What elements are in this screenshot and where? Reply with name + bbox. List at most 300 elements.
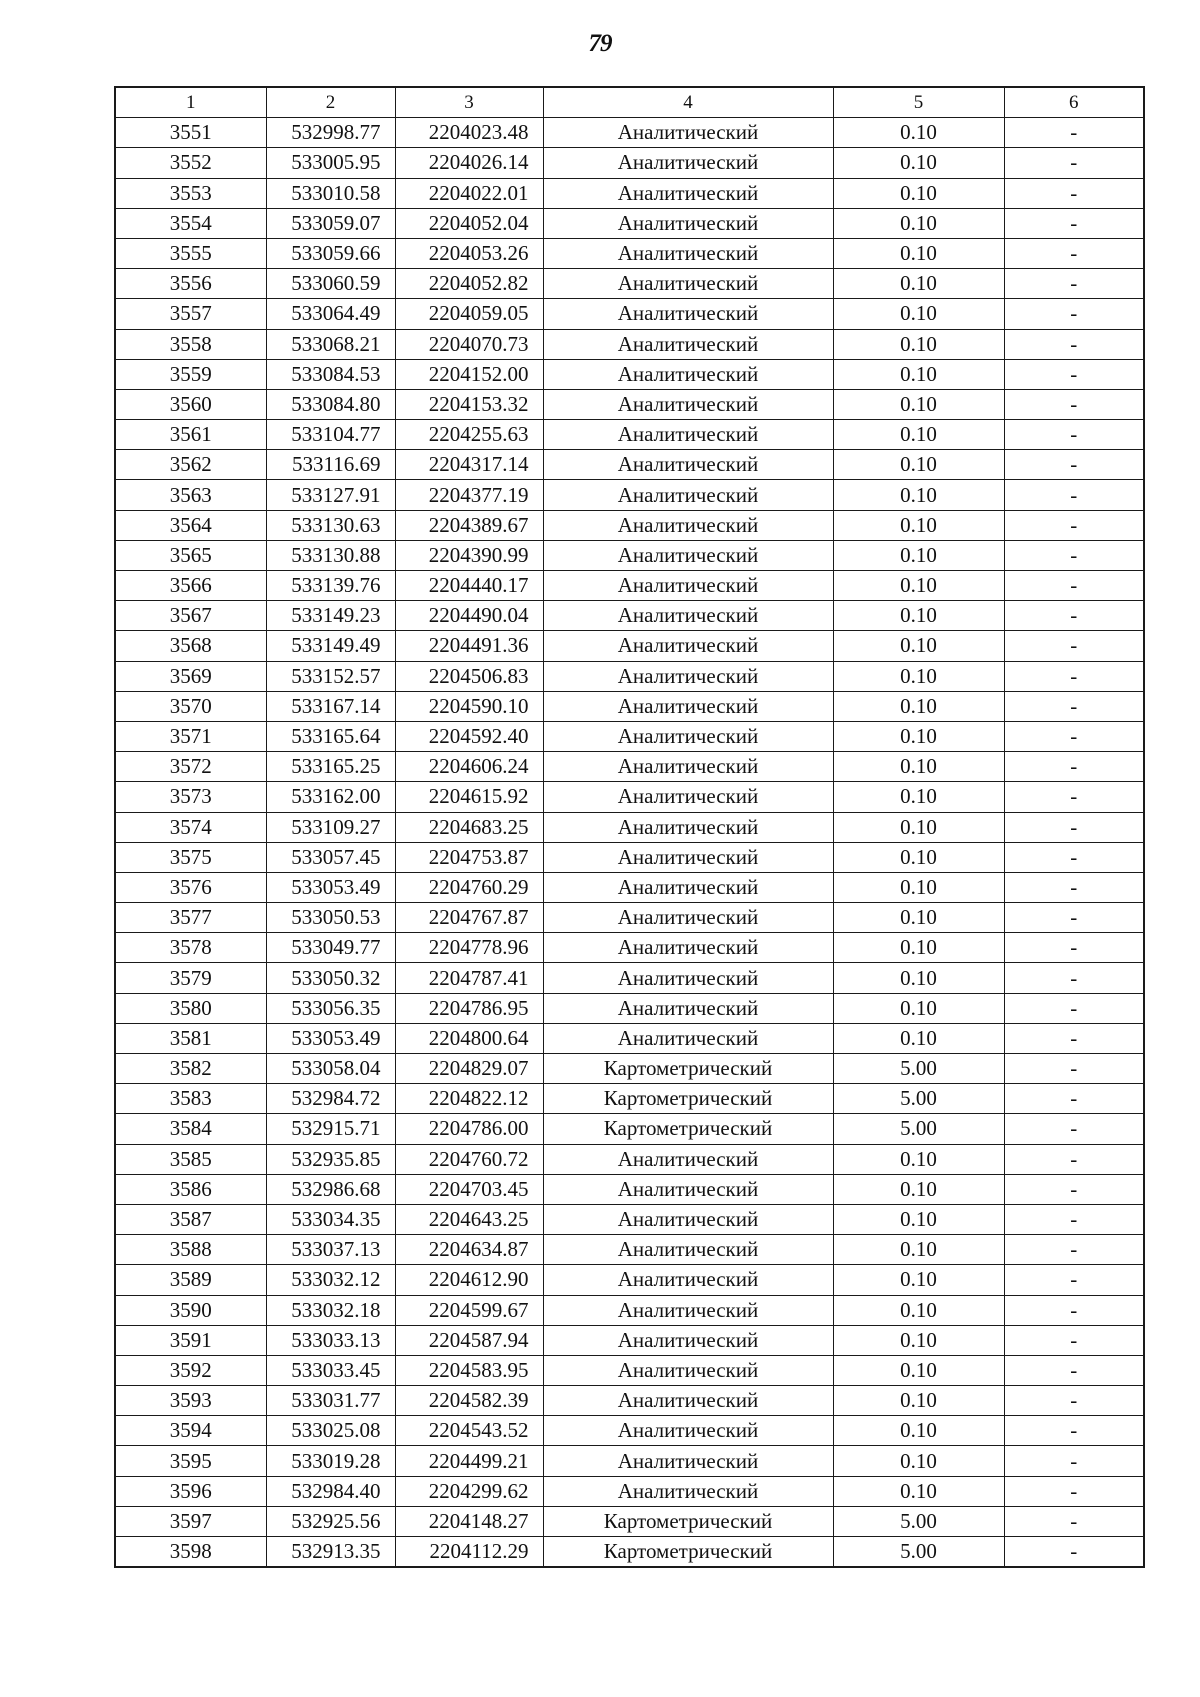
table-row: [115, 661, 1144, 691]
note-cell: -: [1004, 299, 1144, 329]
x-coordinate-cell: 533084.80: [266, 389, 395, 419]
x-coordinate-cell: 533149.23: [266, 601, 395, 631]
table-row: [115, 1084, 1144, 1114]
note-cell: -: [1004, 269, 1144, 299]
table-row: [115, 812, 1144, 842]
point-number-cell: 3572: [115, 752, 266, 782]
table-body: [115, 118, 1144, 1568]
note-cell: -: [1004, 1355, 1144, 1385]
note-cell: -: [1004, 1023, 1144, 1053]
table-row: [115, 389, 1144, 419]
method-cell: Аналитический: [543, 389, 833, 419]
y-coordinate-cell: 2204377.19: [395, 480, 543, 510]
x-coordinate-cell: 533084.53: [266, 359, 395, 389]
accuracy-cell: 0.10: [833, 178, 1004, 208]
table-row: [115, 691, 1144, 721]
point-number-cell: 3577: [115, 903, 266, 933]
note-cell: -: [1004, 993, 1144, 1023]
point-number-cell: 3579: [115, 963, 266, 993]
accuracy-cell: 0.10: [833, 389, 1004, 419]
table-row: [115, 782, 1144, 812]
point-number-cell: 3558: [115, 329, 266, 359]
coordinates-table: [114, 86, 1145, 1568]
x-coordinate-cell: 533056.35: [266, 993, 395, 1023]
note-cell: -: [1004, 571, 1144, 601]
accuracy-cell: 0.10: [833, 1386, 1004, 1416]
accuracy-cell: 0.10: [833, 1355, 1004, 1385]
x-coordinate-cell: 532915.71: [266, 1114, 395, 1144]
x-coordinate-cell: 533032.12: [266, 1265, 395, 1295]
y-coordinate-cell: 2204829.07: [395, 1054, 543, 1084]
accuracy-cell: 0.10: [833, 1204, 1004, 1234]
table-row: [115, 963, 1144, 993]
table-row: [115, 1295, 1144, 1325]
table-row: [115, 178, 1144, 208]
y-coordinate-cell: 2204590.10: [395, 691, 543, 721]
method-cell: Аналитический: [543, 782, 833, 812]
method-cell: Аналитический: [543, 540, 833, 570]
accuracy-cell: 0.10: [833, 752, 1004, 782]
y-coordinate-cell: 2204760.29: [395, 872, 543, 902]
x-coordinate-cell: 533057.45: [266, 842, 395, 872]
y-coordinate-cell: 2204389.67: [395, 510, 543, 540]
method-cell: Аналитический: [543, 1174, 833, 1204]
x-coordinate-cell: 533031.77: [266, 1386, 395, 1416]
x-coordinate-cell: 533049.77: [266, 933, 395, 963]
note-cell: -: [1004, 601, 1144, 631]
point-number-cell: 3595: [115, 1446, 266, 1476]
note-cell: -: [1004, 721, 1144, 751]
y-coordinate-cell: 2204112.29: [395, 1537, 543, 1568]
y-coordinate-cell: 2204592.40: [395, 721, 543, 751]
method-cell: Аналитический: [543, 1446, 833, 1476]
y-coordinate-cell: 2204299.62: [395, 1476, 543, 1506]
method-cell: Аналитический: [543, 269, 833, 299]
x-coordinate-cell: 533068.21: [266, 329, 395, 359]
accuracy-cell: 5.00: [833, 1114, 1004, 1144]
method-cell: Аналитический: [543, 571, 833, 601]
table-row: [115, 1537, 1144, 1568]
accuracy-cell: 0.10: [833, 1144, 1004, 1174]
point-number-cell: 3568: [115, 631, 266, 661]
note-cell: -: [1004, 148, 1144, 178]
method-cell: Аналитический: [543, 1204, 833, 1234]
y-coordinate-cell: 2204582.39: [395, 1386, 543, 1416]
accuracy-cell: 0.10: [833, 148, 1004, 178]
table-row: [115, 993, 1144, 1023]
method-cell: Аналитический: [543, 963, 833, 993]
point-number-cell: 3591: [115, 1325, 266, 1355]
table-row: [115, 1054, 1144, 1084]
accuracy-cell: 0.10: [833, 359, 1004, 389]
note-cell: -: [1004, 1446, 1144, 1476]
header-row: [115, 87, 1144, 118]
y-coordinate-cell: 2204767.87: [395, 903, 543, 933]
note-cell: -: [1004, 812, 1144, 842]
table-row: [115, 1114, 1144, 1144]
x-coordinate-cell: 533064.49: [266, 299, 395, 329]
accuracy-cell: 0.10: [833, 631, 1004, 661]
accuracy-cell: 0.10: [833, 601, 1004, 631]
x-coordinate-cell: 533034.35: [266, 1204, 395, 1234]
point-number-cell: 3581: [115, 1023, 266, 1053]
note-cell: -: [1004, 1054, 1144, 1084]
table-row: [115, 933, 1144, 963]
y-coordinate-cell: 2204634.87: [395, 1235, 543, 1265]
table-row: [115, 631, 1144, 661]
accuracy-cell: 5.00: [833, 1084, 1004, 1114]
y-coordinate-cell: 2204152.00: [395, 359, 543, 389]
point-number-cell: 3551: [115, 118, 266, 148]
point-number-cell: 3566: [115, 571, 266, 601]
table-row: [115, 269, 1144, 299]
x-coordinate-cell: 533165.64: [266, 721, 395, 751]
x-coordinate-cell: 533139.76: [266, 571, 395, 601]
y-coordinate-cell: 2204390.99: [395, 540, 543, 570]
point-number-cell: 3598: [115, 1537, 266, 1568]
note-cell: -: [1004, 389, 1144, 419]
x-coordinate-cell: 533033.45: [266, 1355, 395, 1385]
point-number-cell: 3552: [115, 148, 266, 178]
y-coordinate-cell: 2204615.92: [395, 782, 543, 812]
accuracy-cell: 5.00: [833, 1537, 1004, 1568]
table-row: [115, 601, 1144, 631]
y-coordinate-cell: 2204506.83: [395, 661, 543, 691]
accuracy-cell: 0.10: [833, 450, 1004, 480]
accuracy-cell: 0.10: [833, 420, 1004, 450]
method-cell: Аналитический: [543, 812, 833, 842]
table-row: [115, 1174, 1144, 1204]
method-cell: Аналитический: [543, 1476, 833, 1506]
y-coordinate-cell: 2204587.94: [395, 1325, 543, 1355]
x-coordinate-cell: 533053.49: [266, 872, 395, 902]
table-row: [115, 359, 1144, 389]
x-coordinate-cell: 533130.88: [266, 540, 395, 570]
note-cell: -: [1004, 450, 1144, 480]
method-cell: Картометрический: [543, 1537, 833, 1568]
table-row: [115, 1204, 1144, 1234]
method-cell: Аналитический: [543, 933, 833, 963]
table-row: [115, 842, 1144, 872]
point-number-cell: 3567: [115, 601, 266, 631]
y-coordinate-cell: 2204786.00: [395, 1114, 543, 1144]
table-row: [115, 903, 1144, 933]
y-coordinate-cell: 2204599.67: [395, 1295, 543, 1325]
note-cell: -: [1004, 872, 1144, 902]
method-cell: Аналитический: [543, 903, 833, 933]
accuracy-cell: 0.10: [833, 299, 1004, 329]
x-coordinate-cell: 533050.32: [266, 963, 395, 993]
y-coordinate-cell: 2204753.87: [395, 842, 543, 872]
y-coordinate-cell: 2204606.24: [395, 752, 543, 782]
note-cell: -: [1004, 782, 1144, 812]
accuracy-cell: 0.10: [833, 1265, 1004, 1295]
y-coordinate-cell: 2204683.25: [395, 812, 543, 842]
note-cell: -: [1004, 1537, 1144, 1568]
x-coordinate-cell: 532935.85: [266, 1144, 395, 1174]
accuracy-cell: 0.10: [833, 238, 1004, 268]
method-cell: Аналитический: [543, 359, 833, 389]
method-cell: Картометрический: [543, 1054, 833, 1084]
x-coordinate-cell: 533010.58: [266, 178, 395, 208]
x-coordinate-cell: 532913.35: [266, 1537, 395, 1568]
note-cell: -: [1004, 510, 1144, 540]
method-cell: Аналитический: [543, 601, 833, 631]
note-cell: -: [1004, 1506, 1144, 1536]
x-coordinate-cell: 533149.49: [266, 631, 395, 661]
note-cell: -: [1004, 1325, 1144, 1355]
x-coordinate-cell: 533033.13: [266, 1325, 395, 1355]
x-coordinate-cell: 533053.49: [266, 1023, 395, 1053]
y-coordinate-cell: 2204643.25: [395, 1204, 543, 1234]
accuracy-cell: 5.00: [833, 1054, 1004, 1084]
y-coordinate-cell: 2204612.90: [395, 1265, 543, 1295]
y-coordinate-cell: 2204822.12: [395, 1084, 543, 1114]
y-coordinate-cell: 2204052.04: [395, 208, 543, 238]
table-row: [115, 540, 1144, 570]
point-number-cell: 3560: [115, 389, 266, 419]
x-coordinate-cell: 533019.28: [266, 1446, 395, 1476]
method-cell: Аналитический: [543, 1325, 833, 1355]
point-number-cell: 3593: [115, 1386, 266, 1416]
accuracy-cell: 0.10: [833, 661, 1004, 691]
method-cell: Картометрический: [543, 1084, 833, 1114]
method-cell: Аналитический: [543, 208, 833, 238]
note-cell: -: [1004, 1416, 1144, 1446]
note-cell: -: [1004, 540, 1144, 570]
y-coordinate-cell: 2204053.26: [395, 238, 543, 268]
point-number-cell: 3570: [115, 691, 266, 721]
header-cell-col1: 1: [115, 87, 266, 118]
note-cell: -: [1004, 631, 1144, 661]
y-coordinate-cell: 2204499.21: [395, 1446, 543, 1476]
point-number-cell: 3589: [115, 1265, 266, 1295]
method-cell: Картометрический: [543, 1506, 833, 1536]
x-coordinate-cell: 532925.56: [266, 1506, 395, 1536]
note-cell: -: [1004, 661, 1144, 691]
table-row: [115, 510, 1144, 540]
method-cell: Аналитический: [543, 510, 833, 540]
method-cell: Аналитический: [543, 752, 833, 782]
accuracy-cell: 0.10: [833, 903, 1004, 933]
method-cell: Аналитический: [543, 691, 833, 721]
header-cell-col3: 3: [395, 87, 543, 118]
table-row: [115, 1386, 1144, 1416]
y-coordinate-cell: 2204255.63: [395, 420, 543, 450]
accuracy-cell: 0.10: [833, 269, 1004, 299]
y-coordinate-cell: 2204022.01: [395, 178, 543, 208]
method-cell: Аналитический: [543, 1416, 833, 1446]
note-cell: -: [1004, 1265, 1144, 1295]
note-cell: -: [1004, 1174, 1144, 1204]
table-row: [115, 1476, 1144, 1506]
note-cell: -: [1004, 480, 1144, 510]
table-row: [115, 208, 1144, 238]
accuracy-cell: 0.10: [833, 540, 1004, 570]
x-coordinate-cell: 533162.00: [266, 782, 395, 812]
point-number-cell: 3564: [115, 510, 266, 540]
header-cell-col6: 6: [1004, 87, 1144, 118]
accuracy-cell: 0.10: [833, 510, 1004, 540]
method-cell: Аналитический: [543, 1265, 833, 1295]
method-cell: Аналитический: [543, 661, 833, 691]
y-coordinate-cell: 2204583.95: [395, 1355, 543, 1385]
accuracy-cell: 0.10: [833, 208, 1004, 238]
note-cell: -: [1004, 1144, 1144, 1174]
x-coordinate-cell: 532986.68: [266, 1174, 395, 1204]
table-row: [115, 480, 1144, 510]
page-number: 79: [588, 30, 612, 57]
point-number-cell: 3571: [115, 721, 266, 751]
x-coordinate-cell: 533165.25: [266, 752, 395, 782]
point-number-cell: 3578: [115, 933, 266, 963]
accuracy-cell: 5.00: [833, 1506, 1004, 1536]
table-row: [115, 299, 1144, 329]
accuracy-cell: 0.10: [833, 721, 1004, 751]
method-cell: Аналитический: [543, 118, 833, 148]
method-cell: Аналитический: [543, 480, 833, 510]
point-number-cell: 3557: [115, 299, 266, 329]
point-number-cell: 3556: [115, 269, 266, 299]
table-row: [115, 1265, 1144, 1295]
point-number-cell: 3584: [115, 1114, 266, 1144]
accuracy-cell: 0.10: [833, 1295, 1004, 1325]
point-number-cell: 3574: [115, 812, 266, 842]
method-cell: Картометрический: [543, 1114, 833, 1144]
y-coordinate-cell: 2204703.45: [395, 1174, 543, 1204]
method-cell: Аналитический: [543, 450, 833, 480]
point-number-cell: 3582: [115, 1054, 266, 1084]
table-row: [115, 1355, 1144, 1385]
note-cell: -: [1004, 903, 1144, 933]
accuracy-cell: 0.10: [833, 963, 1004, 993]
x-coordinate-cell: 533109.27: [266, 812, 395, 842]
note-cell: -: [1004, 238, 1144, 268]
point-number-cell: 3562: [115, 450, 266, 480]
accuracy-cell: 0.10: [833, 1446, 1004, 1476]
y-coordinate-cell: 2204317.14: [395, 450, 543, 480]
table-row: [115, 1235, 1144, 1265]
table-row: [115, 420, 1144, 450]
point-number-cell: 3592: [115, 1355, 266, 1385]
point-number-cell: 3555: [115, 238, 266, 268]
method-cell: Аналитический: [543, 420, 833, 450]
note-cell: -: [1004, 1295, 1144, 1325]
method-cell: Аналитический: [543, 993, 833, 1023]
table-row: [115, 450, 1144, 480]
y-coordinate-cell: 2204059.05: [395, 299, 543, 329]
point-number-cell: 3569: [115, 661, 266, 691]
table-row: [115, 1446, 1144, 1476]
y-coordinate-cell: 2204491.36: [395, 631, 543, 661]
y-coordinate-cell: 2204070.73: [395, 329, 543, 359]
note-cell: -: [1004, 1114, 1144, 1144]
table-row: [115, 1144, 1144, 1174]
table-row: [115, 329, 1144, 359]
x-coordinate-cell: 533005.95: [266, 148, 395, 178]
point-number-cell: 3565: [115, 540, 266, 570]
method-cell: Аналитический: [543, 1144, 833, 1174]
x-coordinate-cell: 532984.72: [266, 1084, 395, 1114]
point-number-cell: 3594: [115, 1416, 266, 1446]
accuracy-cell: 0.10: [833, 993, 1004, 1023]
x-coordinate-cell: 533025.08: [266, 1416, 395, 1446]
point-number-cell: 3573: [115, 782, 266, 812]
y-coordinate-cell: 2204800.64: [395, 1023, 543, 1053]
point-number-cell: 3576: [115, 872, 266, 902]
table-row: [115, 1506, 1144, 1536]
y-coordinate-cell: 2204023.48: [395, 118, 543, 148]
x-coordinate-cell: 533127.91: [266, 480, 395, 510]
table-row: [115, 721, 1144, 751]
y-coordinate-cell: 2204026.14: [395, 148, 543, 178]
x-coordinate-cell: 532984.40: [266, 1476, 395, 1506]
y-coordinate-cell: 2204543.52: [395, 1416, 543, 1446]
point-number-cell: 3586: [115, 1174, 266, 1204]
x-coordinate-cell: 533032.18: [266, 1295, 395, 1325]
y-coordinate-cell: 2204148.27: [395, 1506, 543, 1536]
x-coordinate-cell: 533104.77: [266, 420, 395, 450]
x-coordinate-cell: 533059.66: [266, 238, 395, 268]
table-row: [115, 238, 1144, 268]
accuracy-cell: 0.10: [833, 1416, 1004, 1446]
y-coordinate-cell: 2204490.04: [395, 601, 543, 631]
y-coordinate-cell: 2204778.96: [395, 933, 543, 963]
table-row: [115, 571, 1144, 601]
point-number-cell: 3590: [115, 1295, 266, 1325]
x-coordinate-cell: 533152.57: [266, 661, 395, 691]
y-coordinate-cell: 2204786.95: [395, 993, 543, 1023]
note-cell: -: [1004, 118, 1144, 148]
y-coordinate-cell: 2204440.17: [395, 571, 543, 601]
note-cell: -: [1004, 1235, 1144, 1265]
x-coordinate-cell: 533130.63: [266, 510, 395, 540]
point-number-cell: 3554: [115, 208, 266, 238]
point-number-cell: 3597: [115, 1506, 266, 1536]
accuracy-cell: 0.10: [833, 1174, 1004, 1204]
point-number-cell: 3587: [115, 1204, 266, 1234]
header-cell-col4: 4: [543, 87, 833, 118]
note-cell: -: [1004, 208, 1144, 238]
point-number-cell: 3580: [115, 993, 266, 1023]
point-number-cell: 3559: [115, 359, 266, 389]
note-cell: -: [1004, 420, 1144, 450]
method-cell: Аналитический: [543, 329, 833, 359]
point-number-cell: 3575: [115, 842, 266, 872]
method-cell: Аналитический: [543, 721, 833, 751]
accuracy-cell: 0.10: [833, 782, 1004, 812]
note-cell: -: [1004, 1204, 1144, 1234]
point-number-cell: 3585: [115, 1144, 266, 1174]
note-cell: -: [1004, 329, 1144, 359]
accuracy-cell: 0.10: [833, 329, 1004, 359]
header-cell-col2: 2: [266, 87, 395, 118]
method-cell: Аналитический: [543, 1386, 833, 1416]
accuracy-cell: 0.10: [833, 842, 1004, 872]
y-coordinate-cell: 2204052.82: [395, 269, 543, 299]
method-cell: Аналитический: [543, 238, 833, 268]
method-cell: Аналитический: [543, 842, 833, 872]
table-row: [115, 872, 1144, 902]
accuracy-cell: 0.10: [833, 1476, 1004, 1506]
note-cell: -: [1004, 178, 1144, 208]
x-coordinate-cell: 533058.04: [266, 1054, 395, 1084]
note-cell: -: [1004, 842, 1144, 872]
accuracy-cell: 0.10: [833, 1023, 1004, 1053]
y-coordinate-cell: 2204760.72: [395, 1144, 543, 1174]
note-cell: -: [1004, 752, 1144, 782]
header-cell-col5: 5: [833, 87, 1004, 118]
